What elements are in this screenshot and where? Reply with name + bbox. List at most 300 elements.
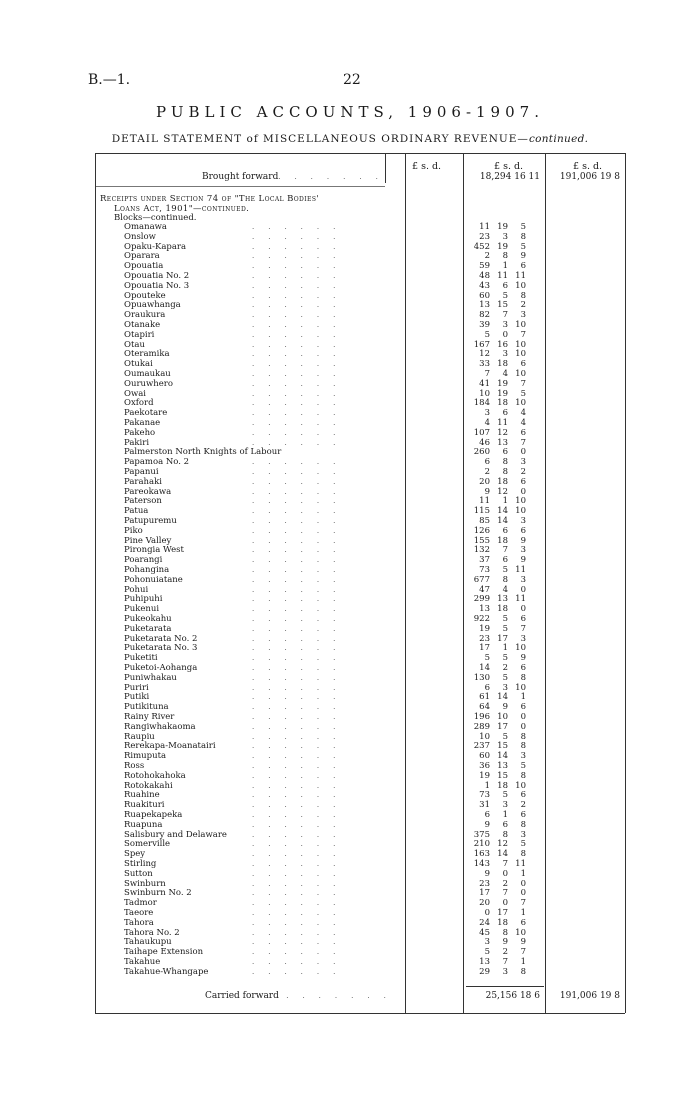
entry-pounds: 126 — [473, 525, 490, 536]
entry-pounds: 5 — [484, 329, 490, 340]
entry-shillings: 5 — [502, 790, 508, 801]
entry-pence: 7 — [520, 437, 526, 448]
carried-forward-label: Carried forward — [205, 991, 279, 1001]
entry-shillings: 9 — [502, 937, 508, 948]
entry-name: Pukenui — [124, 604, 160, 615]
dot-leader: ...... — [252, 507, 350, 516]
entry-shillings: 19 — [497, 388, 508, 399]
entry-pence: 7 — [520, 378, 526, 389]
table-row — [0, 772, 700, 782]
entry-pounds: 2 — [484, 467, 490, 477]
table-row — [0, 938, 700, 948]
entry-pence: 8 — [520, 819, 526, 830]
entry-pounds: 260 — [473, 447, 490, 458]
dot-leader: ...... — [252, 860, 350, 868]
dot-leader: ...... — [252, 389, 350, 398]
entry-pence: 1 — [520, 692, 526, 703]
dot-leader: ...... — [252, 291, 350, 300]
dot-leader: ...... — [252, 909, 350, 917]
entry-shillings: 6 — [502, 408, 508, 419]
entry-name: Patupuremu — [124, 516, 177, 526]
entry-pence: 5 — [520, 839, 526, 850]
entry-shillings: 8 — [502, 457, 508, 468]
dot-leader: ...... — [252, 536, 350, 545]
entry-shillings: 5 — [502, 653, 508, 664]
dot-leader: ...... — [252, 546, 350, 555]
entry-pence: 1 — [520, 868, 526, 879]
entry-shillings: 3 — [502, 800, 508, 811]
dot-leader: ...... — [252, 879, 350, 888]
dot-leader: ...... — [252, 654, 350, 663]
entry-shillings: 10 — [497, 712, 508, 722]
dot-leader: ...... — [252, 458, 350, 467]
table-row — [0, 439, 700, 449]
entry-pounds: 10 — [479, 388, 490, 399]
table-row — [0, 233, 700, 243]
entry-pence: 10 — [515, 780, 526, 791]
entry-pence: 6 — [520, 663, 526, 673]
entry-pence: 11 — [515, 594, 526, 605]
table-row — [0, 733, 700, 743]
carried-forward-col2: 25,156 18 6 — [485, 991, 540, 1001]
section-heading-line2: Loans Act, 1901"—continued. — [114, 204, 250, 214]
table-row — [0, 929, 700, 939]
dot-leader: ...... — [252, 742, 350, 751]
entry-pounds: 115 — [473, 506, 490, 517]
dot-leader: ...... — [252, 791, 350, 800]
entry-pence: 0 — [520, 584, 526, 595]
table-row — [0, 860, 700, 870]
entry-name: Salisbury and Delaware — [124, 829, 227, 840]
entry-name: Rerekapa-Moanatairi — [124, 741, 216, 752]
dot-leader: ...... — [252, 664, 350, 672]
entry-pence: 0 — [520, 721, 526, 732]
entry-name: Pohui — [124, 584, 149, 595]
table-row — [0, 919, 700, 929]
table-row — [0, 831, 700, 841]
entry-pence: 6 — [520, 427, 526, 438]
dot-leader: ...... — [252, 634, 350, 643]
dot-leader: ...... — [252, 477, 350, 486]
entry-pounds: 155 — [473, 535, 490, 546]
dot-leader: ...... — [252, 928, 350, 937]
entry-pounds: 237 — [473, 741, 490, 752]
entry-shillings: 14 — [497, 516, 508, 526]
entry-pounds: 107 — [473, 427, 490, 438]
entry-pence: 0 — [520, 486, 526, 497]
dot-leader: ...... — [252, 683, 350, 692]
entry-shillings: 3 — [502, 966, 508, 977]
table-row — [0, 723, 700, 733]
table-row — [0, 968, 700, 978]
entry-name: Pakeho — [124, 427, 156, 438]
entry-pounds: 48 — [479, 271, 490, 281]
entry-pounds: 5 — [484, 653, 490, 664]
entry-pence: 4 — [520, 418, 526, 428]
entry-pounds: 4 — [484, 418, 490, 428]
entry-pounds: 5 — [484, 947, 490, 958]
entry-shillings: 13 — [497, 437, 508, 448]
entry-pounds: 0 — [484, 908, 490, 918]
table-row — [0, 713, 700, 723]
entry-shillings: 18 — [497, 476, 508, 487]
dot-leader: ...... — [252, 272, 350, 280]
entry-pence: 6 — [520, 476, 526, 487]
dot-leader: ...... — [252, 360, 350, 369]
dot-leader: ...... — [252, 722, 350, 731]
table-row — [0, 468, 700, 478]
entry-name: Putiki — [124, 692, 150, 703]
entry-pounds: 17 — [479, 888, 490, 899]
entry-pence: 3 — [520, 457, 526, 468]
entry-pounds: 13 — [479, 300, 490, 311]
entry-pence: 6 — [520, 702, 526, 713]
entry-shillings: 5 — [502, 672, 508, 683]
entry-name: Putikituna — [124, 702, 169, 713]
entry-pounds: 82 — [479, 310, 490, 321]
dot-leader: ...... — [252, 409, 350, 418]
entry-pounds: 23 — [479, 231, 490, 242]
dot-leader: ...... — [252, 595, 350, 604]
entry-name: Swinburn No. 2 — [124, 888, 192, 899]
entry-shillings: 18 — [497, 780, 508, 791]
entry-name: Spey — [124, 849, 146, 860]
entry-name: Puriri — [124, 682, 149, 693]
dot-leader: ...... — [252, 370, 350, 378]
entry-pence: 6 — [520, 917, 526, 928]
entry-pounds: 12 — [479, 349, 490, 360]
entry-pence: 10 — [515, 398, 526, 409]
entry-shillings: 7 — [502, 888, 508, 899]
table-row — [0, 252, 700, 262]
entry-pounds: 46 — [479, 437, 490, 448]
entry-pence: 1 — [520, 908, 526, 918]
entry-shillings: 14 — [497, 751, 508, 762]
entry-pounds: 11 — [479, 496, 490, 507]
entry-shillings: 6 — [502, 447, 508, 458]
table-row — [0, 586, 700, 596]
entry-pounds: 17 — [479, 643, 490, 654]
entry-pounds: 13 — [479, 957, 490, 967]
table-row — [0, 399, 700, 409]
entry-pounds: 73 — [479, 565, 490, 575]
entry-shillings: 14 — [497, 692, 508, 703]
table-row — [0, 301, 700, 311]
entry-pounds: 19 — [479, 623, 490, 634]
entry-shillings: 6 — [502, 525, 508, 536]
entry-pounds: 9 — [484, 486, 490, 497]
dot-leader: ...... — [252, 732, 350, 741]
dot-leader: ...... — [252, 830, 350, 839]
entry-name: Rainy River — [124, 712, 175, 722]
entry-shillings: 5 — [502, 623, 508, 634]
entry-pounds: 45 — [479, 927, 490, 938]
entry-pounds: 289 — [473, 721, 490, 732]
entry-pence: 0 — [520, 447, 526, 458]
carried-forward-leader: ........ — [270, 992, 400, 1000]
table-row — [0, 390, 700, 400]
entry-pence: 1 — [520, 957, 526, 967]
dot-leader: ...... — [252, 575, 350, 584]
entry-pence: 6 — [520, 790, 526, 801]
entry-shillings: 7 — [502, 545, 508, 556]
dot-leader: ...... — [252, 330, 350, 339]
table-row — [0, 801, 700, 811]
entry-name: Pohonuiatane — [124, 574, 183, 585]
entry-pence: 6 — [520, 359, 526, 370]
entry-pence: 2 — [520, 300, 526, 311]
entry-shillings: 19 — [497, 222, 508, 232]
table-row — [0, 625, 700, 635]
dot-leader: ...... — [252, 958, 350, 966]
entry-pounds: 41 — [479, 378, 490, 389]
table-row — [0, 850, 700, 860]
table-row — [0, 958, 700, 968]
entry-name: Opaku-Kapara — [124, 241, 187, 252]
entry-name: Pakanae — [124, 418, 161, 428]
dot-leader: ...... — [252, 703, 350, 712]
entry-pounds: 36 — [479, 761, 490, 771]
entry-shillings: 12 — [497, 486, 508, 497]
entry-pence: 6 — [520, 810, 526, 820]
entry-pence: 9 — [520, 535, 526, 546]
entry-name: Somerville — [124, 839, 171, 850]
entry-shillings: 9 — [502, 702, 508, 713]
entry-name: Otapiri — [124, 329, 155, 340]
entry-shillings: 0 — [502, 898, 508, 909]
table-row — [0, 782, 700, 792]
entry-shillings: 5 — [502, 565, 508, 575]
dot-leader: ...... — [252, 967, 350, 976]
dot-leader: ...... — [252, 673, 350, 682]
table-row — [0, 811, 700, 821]
table-row — [0, 909, 700, 919]
table-row — [0, 243, 700, 253]
entry-pence: 10 — [515, 339, 526, 350]
entry-pounds: 29 — [479, 966, 490, 977]
entry-name: Otanake — [124, 320, 161, 330]
entry-name: Sutton — [124, 868, 153, 879]
brought-forward-col2: 18,294 16 11 — [479, 172, 540, 182]
entry-pence: 10 — [515, 643, 526, 654]
entry-name: Puketarata — [124, 623, 172, 634]
dot-leader: ...... — [252, 419, 350, 427]
table-row — [0, 458, 700, 468]
dot-leader: ...... — [252, 566, 350, 574]
entry-pounds: 1 — [484, 780, 490, 791]
entry-name: Takahue-Whangape — [124, 966, 209, 977]
entry-pence: 2 — [520, 800, 526, 811]
entry-pounds: 64 — [479, 702, 490, 713]
dot-leader: ...... — [252, 350, 350, 359]
table-row — [0, 752, 700, 762]
entry-name: Tadmor — [124, 898, 157, 909]
entry-pence: 8 — [520, 290, 526, 301]
entry-pence: 10 — [515, 349, 526, 360]
table-row — [0, 791, 700, 801]
entry-pounds: 167 — [473, 339, 490, 350]
table-row — [0, 948, 700, 958]
table-row — [0, 703, 700, 713]
dot-leader: ...... — [252, 938, 350, 947]
entry-shillings: 3 — [502, 682, 508, 693]
table-row — [0, 762, 700, 772]
dot-leader: ...... — [252, 311, 350, 320]
brought-forward-col3: 191,006 19 8 — [559, 172, 620, 182]
entry-pence: 5 — [520, 388, 526, 399]
dot-leader: ...... — [252, 399, 350, 408]
entry-name: Owai — [124, 388, 147, 399]
dot-leader: ...... — [252, 517, 350, 525]
entry-pounds: 43 — [479, 280, 490, 291]
entry-name: Takahue — [124, 957, 161, 967]
entry-name: Poarangi — [124, 555, 163, 566]
entry-name: Opouteke — [124, 290, 166, 301]
entry-name: Pukeokahu — [124, 614, 172, 624]
table-row — [0, 664, 700, 674]
entry-pounds: 11 — [479, 222, 490, 232]
dot-leader: ...... — [252, 252, 350, 261]
entry-pounds: 184 — [473, 398, 490, 409]
table-row — [0, 478, 700, 488]
entry-pence: 9 — [520, 555, 526, 566]
entry-pence: 3 — [520, 751, 526, 762]
document-reference: B.—1. — [88, 72, 131, 88]
entry-shillings: 8 — [502, 574, 508, 585]
entry-pence: 7 — [520, 898, 526, 909]
entry-shillings: 17 — [497, 908, 508, 918]
dot-leader: ...... — [252, 468, 350, 476]
entry-shillings: 7 — [502, 957, 508, 967]
table-row — [0, 527, 700, 537]
entry-pence: 3 — [520, 574, 526, 585]
entry-name: Ruakituri — [124, 800, 165, 811]
table-row — [0, 282, 700, 292]
dot-leader: ...... — [252, 223, 350, 231]
table-row — [0, 654, 700, 664]
entry-pounds: 7 — [484, 369, 490, 379]
entry-name: Rimuputa — [124, 751, 167, 762]
entry-name: Puketarata No. 2 — [124, 633, 198, 644]
entry-shillings: 3 — [502, 349, 508, 360]
dot-leader: ...... — [252, 693, 350, 702]
entry-pence: 5 — [520, 222, 526, 232]
entry-shillings: 4 — [502, 584, 508, 595]
dot-leader: ...... — [252, 752, 350, 761]
table-row — [0, 576, 700, 586]
table-row — [0, 488, 700, 498]
entry-pence: 10 — [515, 682, 526, 693]
subtitle-text: DETAIL STATEMENT of MISCELLANEOUS ORDINARY REVENUE— — [111, 133, 529, 145]
carried-forward-col3: 191,006 19 8 — [559, 991, 620, 1001]
entry-name: Oraukura — [124, 310, 166, 321]
table-row — [0, 409, 700, 419]
entry-shillings: 12 — [497, 839, 508, 850]
dot-leader: ...... — [252, 262, 350, 271]
dot-leader: ...... — [252, 497, 350, 506]
table-row — [0, 497, 700, 507]
entry-shillings: 1 — [502, 643, 508, 654]
entry-pounds: 6 — [484, 457, 490, 468]
entry-pence: 3 — [520, 633, 526, 644]
entry-shillings: 18 — [497, 604, 508, 615]
entry-shillings: 2 — [502, 947, 508, 958]
table-row — [0, 870, 700, 880]
table-row — [0, 360, 700, 370]
table-row — [0, 693, 700, 703]
entry-name: Ruahine — [124, 790, 160, 801]
table-row — [0, 605, 700, 615]
entry-shillings: 19 — [497, 378, 508, 389]
entry-name: Pine Valley — [124, 535, 172, 546]
entry-pence: 11 — [515, 271, 526, 281]
entry-pence: 11 — [515, 859, 526, 869]
entry-name: Omanawa — [124, 222, 167, 232]
table-row — [0, 223, 700, 233]
entry-shillings: 18 — [497, 535, 508, 546]
table-row — [0, 321, 700, 331]
dot-leader: ...... — [252, 781, 350, 790]
entry-name: Tahora No. 2 — [124, 927, 180, 938]
table-row — [0, 341, 700, 351]
entry-name: Pohangina — [124, 565, 170, 575]
dot-leader: ...... — [252, 487, 350, 496]
entry-pence: 10 — [515, 280, 526, 291]
entry-shillings: 2 — [502, 663, 508, 673]
dot-leader: ...... — [252, 428, 350, 437]
entry-pounds: 375 — [473, 829, 490, 840]
entry-pence: 9 — [520, 937, 526, 948]
entry-name: Taihape Extension — [124, 947, 204, 958]
entry-pounds: 73 — [479, 790, 490, 801]
entry-pounds: 2 — [484, 251, 490, 262]
entry-pounds: 210 — [473, 839, 490, 850]
table-row — [0, 566, 700, 576]
entry-pence: 10 — [515, 369, 526, 379]
brought-forward-label: Brought forward — [202, 172, 279, 182]
entry-pounds: 60 — [479, 290, 490, 301]
table-row — [0, 615, 700, 625]
entry-shillings: 6 — [502, 555, 508, 566]
entry-shillings: 13 — [497, 761, 508, 771]
entry-shillings: 17 — [497, 721, 508, 732]
entry-pounds: 130 — [473, 672, 490, 683]
entry-pence: 8 — [520, 741, 526, 752]
entry-shillings: 3 — [502, 231, 508, 242]
entry-name: Rotokakahi — [124, 780, 173, 791]
entry-pence: 8 — [520, 849, 526, 860]
entry-name: Pareokawa — [124, 486, 172, 497]
entry-shillings: 8 — [502, 467, 508, 477]
entry-pounds: 3 — [484, 937, 490, 948]
entry-shillings: 7 — [502, 310, 508, 321]
entry-name: Rangiwhakaoma — [124, 721, 196, 732]
entry-pounds: 85 — [479, 516, 490, 526]
entry-name: Papanui — [124, 467, 159, 477]
entry-pence: 3 — [520, 310, 526, 321]
entry-pounds: 31 — [479, 800, 490, 811]
entry-pence: 3 — [520, 829, 526, 840]
entry-pence: 0 — [520, 878, 526, 889]
dot-leader: ...... — [252, 811, 350, 819]
table-row — [0, 419, 700, 429]
entry-shillings: 4 — [502, 369, 508, 379]
entry-shillings: 6 — [502, 819, 508, 830]
entry-name: Parahaki — [124, 476, 162, 487]
entry-pence: 7 — [520, 947, 526, 958]
dot-leader: ...... — [252, 615, 350, 623]
table-row — [0, 331, 700, 341]
